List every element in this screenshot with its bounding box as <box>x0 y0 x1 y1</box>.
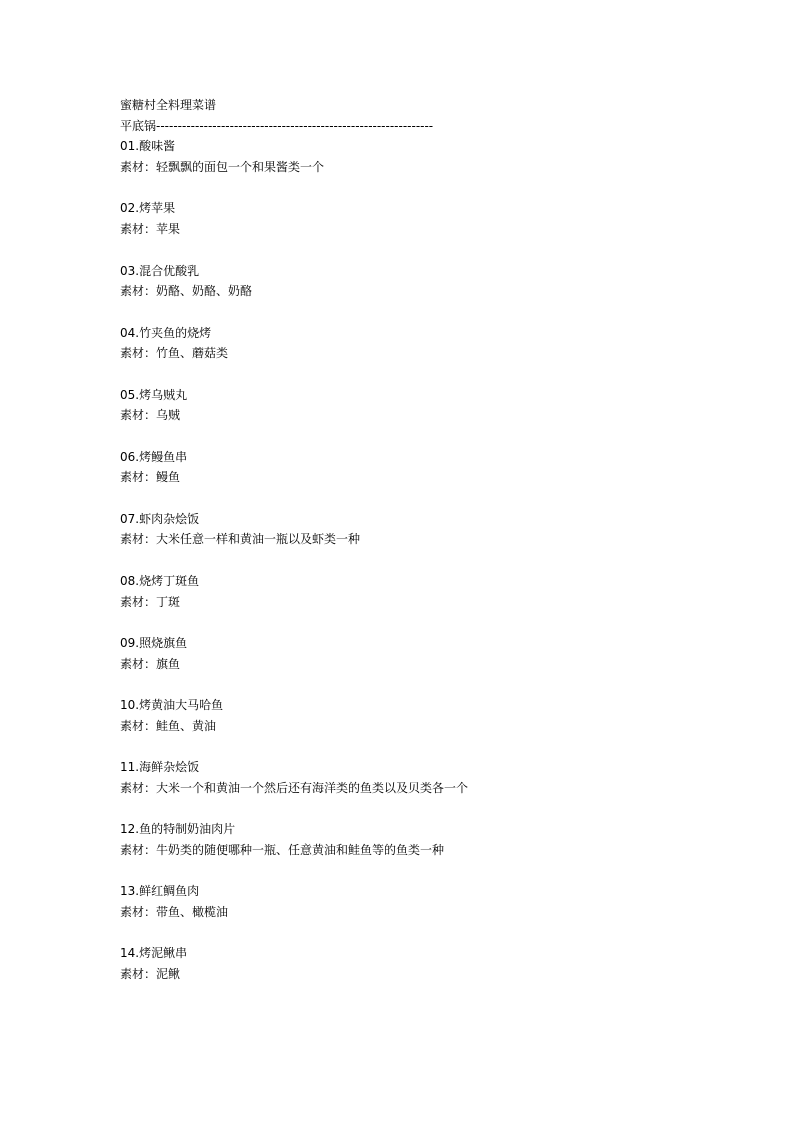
recipe-item <box>120 757 760 798</box>
recipe-ingredients: 素材：鲑鱼、黄油 <box>120 718 217 733</box>
recipe-item <box>120 943 760 984</box>
section-name: 平底锅 <box>120 118 157 133</box>
recipe-name: 04.竹夹鱼的烧烤 <box>120 325 212 340</box>
section-separator: ---------------------------------------------------------------- <box>156 118 434 133</box>
recipe-ingredients: 素材：丁斑 <box>120 594 181 609</box>
recipe-ingredients: 素材：大米任意一样和黄油一瓶以及虾类一种 <box>120 532 361 547</box>
recipe-item <box>120 323 760 364</box>
recipe-item <box>120 447 760 488</box>
recipe-name: 01.酸味酱 <box>120 139 176 154</box>
recipe-name: 07.虾肉杂烩饭 <box>120 511 200 526</box>
recipe-name: 05.烤乌贼丸 <box>120 387 188 402</box>
recipe-item <box>120 136 760 177</box>
section-header <box>120 116 760 137</box>
document-title: 蜜糖村全料理菜谱 <box>120 98 217 112</box>
recipe-name: 10.烤黄油大马哈鱼 <box>120 697 224 712</box>
document-body <box>120 95 760 985</box>
recipe-name: 14.烤泥鳅串 <box>120 946 188 961</box>
recipe-item <box>120 385 760 426</box>
recipe-item <box>120 819 760 860</box>
recipe-item <box>120 261 760 302</box>
recipe-name: 02.烤苹果 <box>120 201 176 216</box>
recipe-list <box>120 136 760 984</box>
recipe-item <box>120 509 760 550</box>
recipe-ingredients: 素材：鳗鱼 <box>120 470 181 485</box>
recipe-item <box>120 633 760 674</box>
recipe-item <box>120 571 760 612</box>
recipe-item <box>120 695 760 736</box>
recipe-ingredients: 素材：牛奶类的随便哪种一瓶、任意黄油和鲑鱼等的鱼类一种 <box>120 842 445 857</box>
recipe-name: 12.鱼的特制奶油肉片 <box>120 822 236 837</box>
recipe-name: 11.海鲜杂烩饭 <box>120 760 200 774</box>
recipe-item <box>120 881 760 922</box>
recipe-ingredients: 素材：旗鱼 <box>120 656 181 671</box>
recipe-name: 09.照烧旗鱼 <box>120 635 188 650</box>
recipe-ingredients: 素材：带鱼、橄榄油 <box>120 904 229 919</box>
recipe-name: 06.烤鳗鱼串 <box>120 449 188 464</box>
recipe-ingredients: 素材：轻飘飘的面包一个和果酱类一个 <box>120 160 325 175</box>
recipe-name: 13.鲜红鲷鱼肉 <box>120 884 200 899</box>
recipe-ingredients: 素材：泥鳅 <box>120 966 181 981</box>
recipe-ingredients: 素材：竹鱼、蘑菇类 <box>120 346 229 361</box>
recipe-ingredients: 素材：奶酪、奶酪、奶酪 <box>120 284 253 299</box>
recipe-ingredients: 素材：乌贼 <box>120 408 181 423</box>
recipe-ingredients: 素材：苹果 <box>120 222 181 237</box>
recipe-ingredients: 素材：大米一个和黄油一个然后还有海洋类的鱼类以及贝类各一个 <box>120 780 469 795</box>
recipe-name: 03.混合优酸乳 <box>120 263 200 278</box>
recipe-item <box>120 198 760 239</box>
recipe-name: 08.烧烤丁斑鱼 <box>120 573 200 588</box>
